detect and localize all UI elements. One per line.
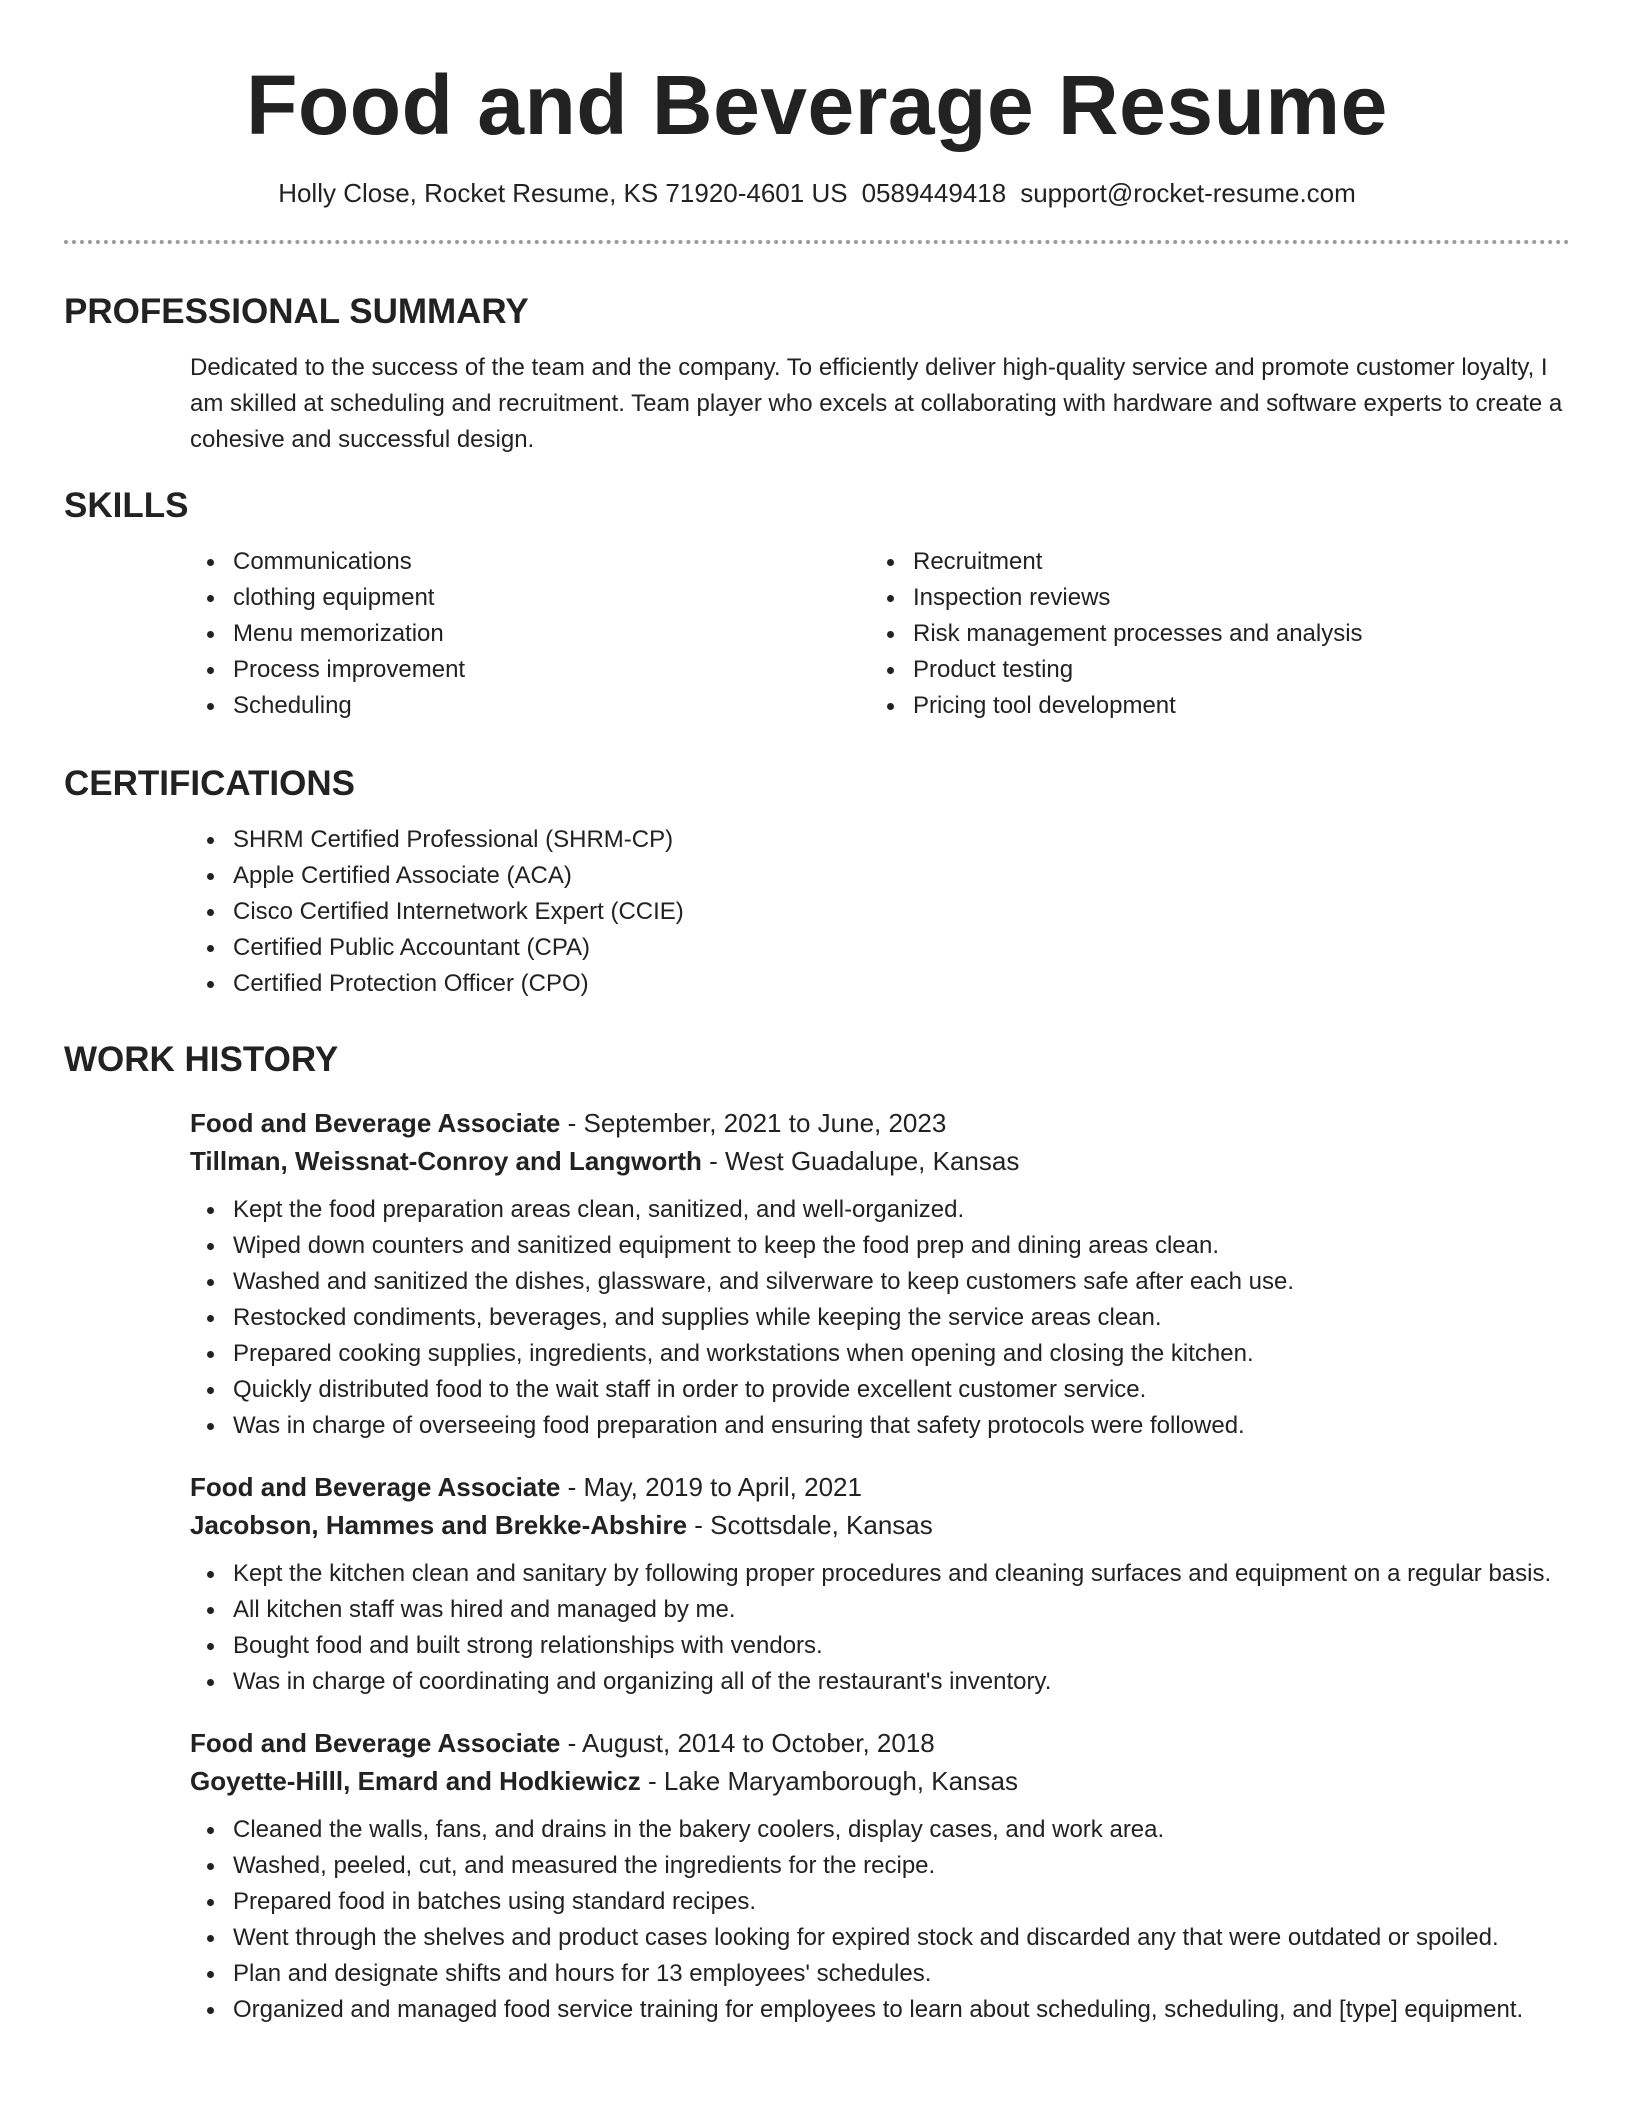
job-bullet: Went through the shelves and product cases looking for expired stock and discarded any that were outdated or spoiled. — [190, 1920, 1570, 1956]
job-bullet: Prepared food in batches using standard recipes. — [190, 1884, 1570, 1920]
skill-item: Menu memorization — [190, 616, 870, 652]
summary-text: Dedicated to the success of the team and the company. To efficiently deliver high-quality service and promote customer loyalty, I am skilled at scheduling and recruitment. Team player who excels at collaborating with hardware and software experts to create a cohesive and successful design. — [190, 354, 1563, 453]
job-company: Jacobson, Hammes and Brekke-Abshire — [190, 1510, 688, 1540]
job-title: Food and Beverage Associate — [190, 1472, 561, 1502]
job-dates: - May, 2019 to April, 2021 — [560, 1472, 862, 1502]
certifications-list — [190, 822, 1570, 1002]
skill-item: Pricing tool development — [870, 688, 1550, 724]
resume-title: Food and Beverage Resume — [246, 58, 1388, 152]
job-bullet: Was in charge of overseeing food preparation and ensuring that safety protocols were followed. — [190, 1408, 1570, 1444]
job-bullet: Kept the food preparation areas clean, sanitized, and well-organized. — [190, 1192, 1570, 1228]
job-company: Goyette-Hilll, Emard and Hodkiewicz — [190, 1766, 641, 1796]
contact-address: Holly Close, Rocket Resume, KS 71920-4601 US — [278, 178, 848, 208]
skills-grid — [190, 544, 1570, 724]
job-entry — [190, 1104, 1570, 1444]
skill-item: Communications — [190, 544, 870, 580]
skill-item: Scheduling — [190, 688, 870, 724]
job-entry — [190, 1468, 1570, 1700]
job-location: - Scottsdale, Kansas — [687, 1510, 933, 1540]
job-bullet: Organized and managed food service training for employees to learn about scheduling, scheduling, and [type] equipment. — [190, 1992, 1570, 2028]
job-bullet: Wiped down counters and sanitized equipment to keep the food prep and dining areas clean. — [190, 1228, 1570, 1264]
job-location: - West Guadalupe, Kansas — [701, 1146, 1020, 1176]
job-title-line — [190, 1724, 1570, 1762]
job-company-line — [190, 1506, 1570, 1544]
contact-line — [64, 175, 1570, 211]
job-bullet: Bought food and built strong relationships with vendors. — [190, 1628, 1570, 1664]
job-bullet: Plan and designate shifts and hours for 13 employees' schedules. — [190, 1956, 1570, 1992]
job-bullet: Restocked condiments, beverages, and supplies while keeping the service areas clean. — [190, 1300, 1570, 1336]
job-title-line — [190, 1468, 1570, 1506]
job-dates: - September, 2021 to June, 2023 — [560, 1108, 947, 1138]
skills-heading: SKILLS — [64, 486, 189, 525]
certification-item: Apple Certified Associate (ACA) — [190, 858, 1570, 894]
skill-item: Recruitment — [870, 544, 1550, 580]
skill-item: Product testing — [870, 652, 1550, 688]
job-bullet: Washed, peeled, cut, and measured the ingredients for the recipe. — [190, 1848, 1570, 1884]
job-bullet: Was in charge of coordinating and organizing all of the restaurant's inventory. — [190, 1664, 1570, 1700]
skills-right-list — [870, 544, 1550, 724]
job-entry — [190, 1724, 1570, 2028]
job-location: - Lake Maryamborough, Kansas — [640, 1766, 1018, 1796]
skill-item: clothing equipment — [190, 580, 870, 616]
job-bullet: All kitchen staff was hired and managed by me. — [190, 1592, 1570, 1628]
skill-item: Inspection reviews — [870, 580, 1550, 616]
job-title: Food and Beverage Associate — [190, 1108, 561, 1138]
resume-page — [64, 0, 1570, 2028]
job-title: Food and Beverage Associate — [190, 1728, 561, 1758]
job-bullet: Prepared cooking supplies, ingredients, and workstations when opening and closing the kitchen. — [190, 1336, 1570, 1372]
skill-item: Process improvement — [190, 652, 870, 688]
job-bullet: Cleaned the walls, fans, and drains in the bakery coolers, display cases, and work area. — [190, 1812, 1570, 1848]
certification-item: Cisco Certified Internetwork Expert (CCIE) — [190, 894, 1570, 930]
contact-phone: 0589449418 — [861, 178, 1007, 208]
certification-item: SHRM Certified Professional (SHRM-CP) — [190, 822, 1570, 858]
work-history-heading: WORK HISTORY — [64, 1040, 339, 1079]
job-company-line — [190, 1142, 1570, 1180]
contact-email[interactable]: support@rocket-resume.com — [1020, 178, 1356, 208]
job-bullet-list — [190, 1192, 1570, 1444]
job-bullet: Kept the kitchen clean and sanitary by following proper procedures and cleaning surfaces and equipment on a regular basis. — [190, 1556, 1570, 1592]
certification-item: Certified Protection Officer (CPO) — [190, 966, 1570, 1002]
job-title-line — [190, 1104, 1570, 1142]
job-bullet: Quickly distributed food to the wait staff in order to provide excellent customer service. — [190, 1372, 1570, 1408]
job-company-line — [190, 1762, 1570, 1800]
certification-item: Certified Public Accountant (CPA) — [190, 930, 1570, 966]
certifications-heading: CERTIFICATIONS — [64, 764, 356, 803]
job-bullet-list — [190, 1556, 1570, 1700]
job-company: Tillman, Weissnat-Conroy and Langworth — [190, 1146, 702, 1176]
job-bullet-list — [190, 1812, 1570, 2028]
job-dates: - August, 2014 to October, 2018 — [560, 1728, 935, 1758]
skill-item: Risk management processes and analysis — [870, 616, 1550, 652]
dotted-divider — [64, 240, 1570, 244]
job-bullet: Washed and sanitized the dishes, glassware, and silverware to keep customers safe after each use. — [190, 1264, 1570, 1300]
skills-left-list — [190, 544, 870, 724]
summary-heading: PROFESSIONAL SUMMARY — [64, 292, 529, 331]
